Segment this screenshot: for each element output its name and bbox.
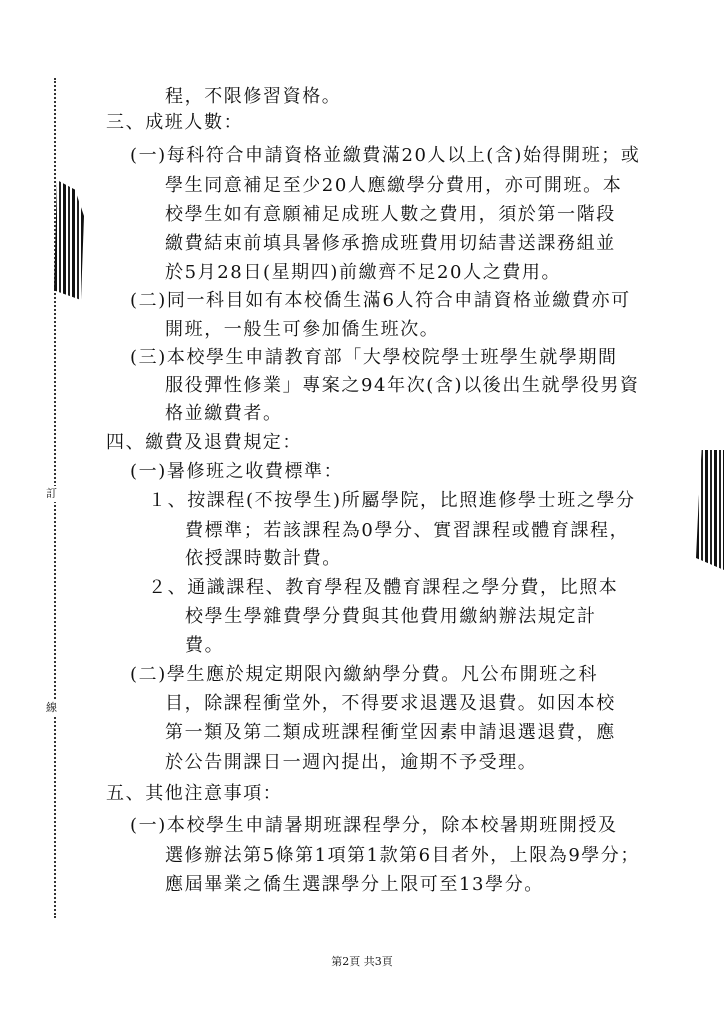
text-line: (二)學生應於規定期限內繳納學分費。凡公布開班之科: [130, 664, 599, 685]
text-line: 依授課時數計費。: [185, 548, 342, 569]
page-number: 第2頁 共3頁: [331, 955, 393, 968]
text-line: (三)本校學生申請教育部「大學校院學士班學生就學期間: [130, 347, 618, 368]
section-heading: 四、繳費及退費規定：: [106, 432, 302, 453]
text-line: 繳費結束前填具暑修承擔成班費用切結書送課務組並: [165, 233, 616, 254]
section-heading: 五、其他注意事項：: [106, 783, 283, 804]
binding-mark-ding: 訂: [46, 487, 57, 500]
text-line: 於公告開課日一週內提出，逾期不予受理。: [165, 752, 538, 773]
text-line: 費。: [185, 635, 225, 656]
text-line: (一)暑修班之收費標準：: [130, 461, 344, 482]
text-line: 學生同意補足至少20人應繳學分費用，亦可開班。本: [165, 175, 623, 196]
text-line: 於5月28日(星期四)前繳齊不足20人之費用。: [165, 262, 562, 283]
text-line: 格並繳費者。: [165, 403, 283, 424]
section-heading: 三、成班人數：: [106, 112, 244, 133]
text-line: １、按課程(不按學生)所屬學院，比照進修學士班之學分: [148, 490, 636, 511]
text-line: 開班，一般生可參加僑生班次。: [165, 319, 440, 340]
text-line: (二)同一科目如有本校僑生滿6人符合申請資格並繳費亦可: [130, 290, 631, 311]
binding-mark-xian: 線: [46, 701, 57, 714]
text-line: (一)本校學生申請暑期班課程學分，除本校暑期班開授及: [130, 815, 618, 836]
text-line: 費標準；若該課程為0學分、實習課程或體育課程，: [185, 520, 630, 541]
text-line: 服役彈性修業」專案之94年次(含)以後出生就學役男資: [165, 375, 640, 396]
text-line: 目，除課程衝堂外，不得要求退選及退費。如因本校: [165, 693, 616, 714]
stamp-mark-left: [54, 180, 84, 300]
text-line: 選修辦法第5條第1項第1款第6目者外，上限為9學分；: [165, 845, 640, 866]
text-line: 校學生如有意願補足成班人數之費用，須於第一階段: [165, 204, 616, 225]
text-line: ２、通識課程、教育學程及體育課程之學分費，比照本: [148, 577, 619, 598]
text-line: 第一類及第二類成班課程衝堂因素申請退選退費，應: [165, 722, 616, 743]
text-line: 程，不限修習資格。: [165, 86, 342, 107]
text-line: (一)每科符合申請資格並繳費滿20人以上(含)始得開班；或: [130, 145, 641, 166]
stamp-mark-right: [696, 450, 724, 570]
text-line: 應屆畢業之僑生選課學分上限可至13學分。: [165, 874, 544, 895]
text-line: 校學生學雜費學分費與其他費用繳納辦法規定計: [185, 606, 597, 627]
